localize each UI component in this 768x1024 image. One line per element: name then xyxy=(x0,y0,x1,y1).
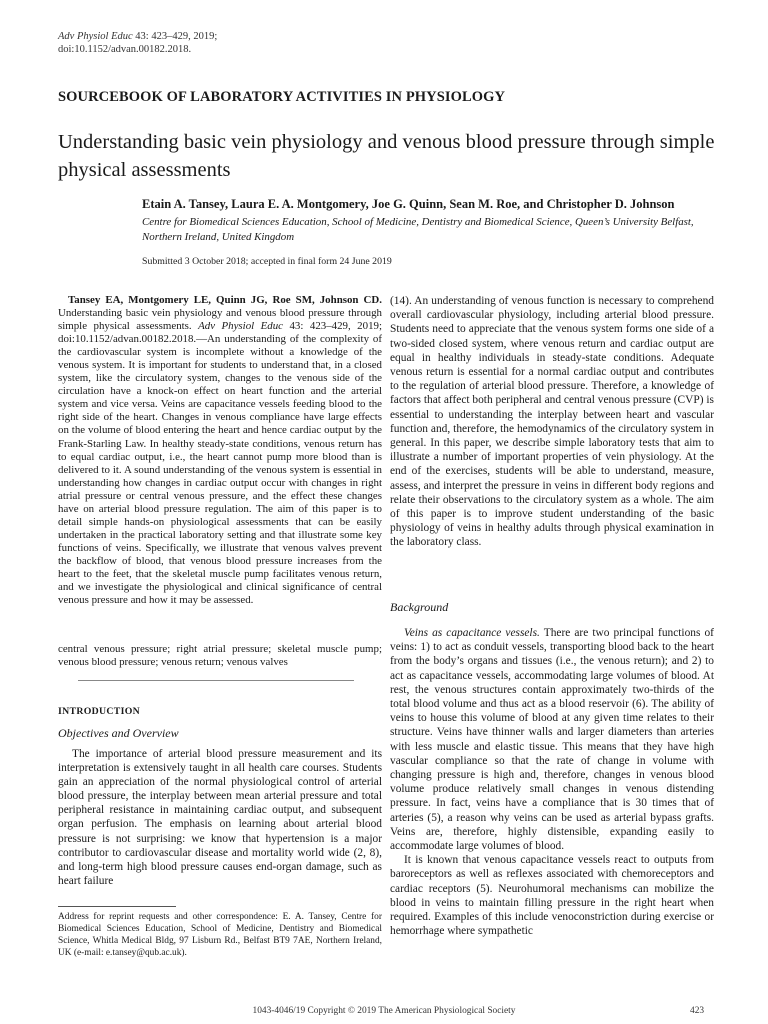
abstract-cite-title: Understanding basic vein physiology and venous blood pressure through simple physical assessments. xyxy=(58,307,382,333)
abstract-cite-ref: 43: 423–429, 2019; doi:10.1152/advan.00182.2018.— xyxy=(58,320,382,346)
section-title: SOURCEBOOK OF LABORATORY ACTIVITIES IN PHYSIOLOGY xyxy=(58,89,506,105)
abstract xyxy=(58,294,382,607)
keywords: central venous pressure; right atrial pressure; skeletal muscle pump; venous blood pressure; venous return; venous valves xyxy=(58,643,382,668)
introduction-paragraph: The importance of arterial blood pressure measurement and its interpretation is extensively taught in all health care courses. Students gain an appreciation of the normal physiological control of arterial blood pressure, the interplay between mean arterial pressure and total peripheral resistance in maintaining cardiac output, and subsequent organ perfusion. The emphasis on learning about arterial blood pressure is not surprising: we know that hypertension is a major contributor to cardiovascular disease and mortality world wide (2, 8), and long-term high blood pressure causes end-organ damage, such as heart failure xyxy=(58,748,382,887)
introduction-continuation xyxy=(390,294,714,550)
continuation-paragraph: (14). An understanding of venous function is necessary to comprehend overall cardiovascular physiology, including arterial blood pressure. Students need to appreciate that the venous system forms one side of a two-sided closed system, where venous return and cardiac output are equal in healthy individuals in steady-state conditions. Adequate venous return is essential for a normal cardiac output and contributes to the regulation of arterial blood pressure. Therefore, a knowledge of factors that affect both peripheral and central venous pressure (CVP) is essential to understanding the interplay between heart and vascular function and, therefore, the hemodynamics of the circulatory system in general. In this paper, we describe simple laboratory tests that aim to illustrate a number of important properties of vein physiology. At the end of the exercises, students will be able to understand, measure, assess, and interpret the pressure in veins in different body regions and relate their observations to the circulatory system as a whole. The aim of this paper is to improve student understanding of the basic physiology of veins in healthy adults through physical examination in the laboratory class. xyxy=(390,295,714,549)
affiliation: Centre for Biomedical Sciences Education, School of Medicine, Dentistry and Biomedical Science, Queen’s University Belfast, Northern Ireland, United Kingdom xyxy=(142,216,694,243)
capacitance-paragraph-2: It is known that venous capacitance vessels react to outputs from baroreceptors as well as reflexes associated with chemoreceptors and cardiac receptors (5). Neurohumoral mechanisms can mobilize the blood in veins to maintain filling pressure in the right heart when required. Examples of this include venoconstriction during exercise or hemorrhage where sympathetic xyxy=(390,854,714,938)
correspondence-footnote: Address for reprint requests and other correspondence: E. A. Tansey, Centre for Biomedical Sciences Education, School of Medicine, Dentistry and Biomedical Science, Whitla Medical Bldg, 97 Lisburn Rd., Belfast BT9 7AE, Northern Ireland, UK (e-mail: e.tansey@qub.ac.uk). xyxy=(58,912,382,959)
capacitance-paragraph-1: There are two principal functions of veins: 1) to act as conduit vessels, transporting blood back to the heart from the body’s organs and tissues (i.e., the venous return); and 2) to act as capacitance vessels, accommodating large volumes of blood. At rest, the venous structures contain approximately two-thirds of the total blood volume and thus act as a blood reservoir (6). The ability of veins to house this volume of blood at any given time relates to their structure. Veins have thinner walls and larger diameters than arteries with less muscle and elastic tissue. This means that they have high vascular compliance so that the rate of change in volume with changing pressure is high and, therefore, changes in venous blood volume produce relatively small changes in venous distending pressure. In fact, veins have a compliance that is 30 times that of arteries (5), a reason why veins can be used as arterial bypass grafts. Veins are, therefore, highly distensible, expanding easily to accommodate large volumes of blood. xyxy=(390,627,714,853)
authors: Etain A. Tansey, Laura E. A. Montgomery, Joe G. Quinn, Sean M. Roe, and Christopher D. Johnson xyxy=(142,197,675,211)
abstract-cite-authors: Tansey EA, Montgomery LE, Quinn JG, Roe SM, Johnson CD. xyxy=(68,294,382,306)
journal-citation xyxy=(58,30,217,56)
capacitance-runin: Veins as capacitance vessels. xyxy=(404,627,540,639)
article-title: Understanding basic vein physiology and venous blood pressure through simple physical assessments xyxy=(58,131,715,181)
journal-volume: 43: 423–429, 2019; xyxy=(135,31,218,42)
background-heading: Background xyxy=(390,600,449,614)
copyright-footer: 1043-4046/19 Copyright © 2019 The American Physiological Society xyxy=(252,1006,516,1016)
footnote-divider xyxy=(58,906,176,907)
submission-dates: Submitted 3 October 2018; accepted in final form 24 June 2019 xyxy=(142,256,392,267)
journal-name: Adv Physiol Educ xyxy=(58,31,133,42)
objectives-subheading: Objectives and Overview xyxy=(58,726,179,740)
introduction-text xyxy=(58,747,382,888)
introduction-heading: INTRODUCTION xyxy=(58,706,140,717)
abstract-body: An understanding of the complexity of the cardiovascular system is incomplete without a knowledge of the venous system. It is important for students to understand that, in a closed system, like the circulatory system, changes to the venous side of the circulation have a knock-on effect on heart function and the arterial system and vice versa. Veins are capacitance vessels feeding blood to the right side of the heart. Changes in venous compliance have large effects on the volume of blood entering the heart and hence cardiac output by the Frank-Starling Law. In healthy steady-state conditions, venous return has to equal cardiac output, i.e., the heart cannot pump more blood than is delivered to it. A sound understanding of the venous system is essential in understanding how changes in cardiac output occur with changes in right atrial pressure or central venous pressure, and the effect these changes have on arterial blood pressure regulation. The aim of this paper is to detail simple hands-on physiological assessments that can be easily undertaken in the practical laboratory setting and that illustrate some key functions of veins. Specifically, we illustrate that venous valves prevent the backflow of blood, that venous blood pressure increases from the heart to the feet, that the skeletal muscle pump facilitates venous return, and we investigate the physiological and clinical significance of central venous pressure and how it may be assessed. xyxy=(58,333,382,607)
page-number: 423 xyxy=(690,1006,705,1016)
abstract-cite-journal: Adv Physiol Educ xyxy=(198,320,284,333)
section-divider xyxy=(78,680,354,681)
journal-doi: doi:10.1152/advan.00182.2018. xyxy=(58,44,192,55)
background-text xyxy=(390,626,714,938)
